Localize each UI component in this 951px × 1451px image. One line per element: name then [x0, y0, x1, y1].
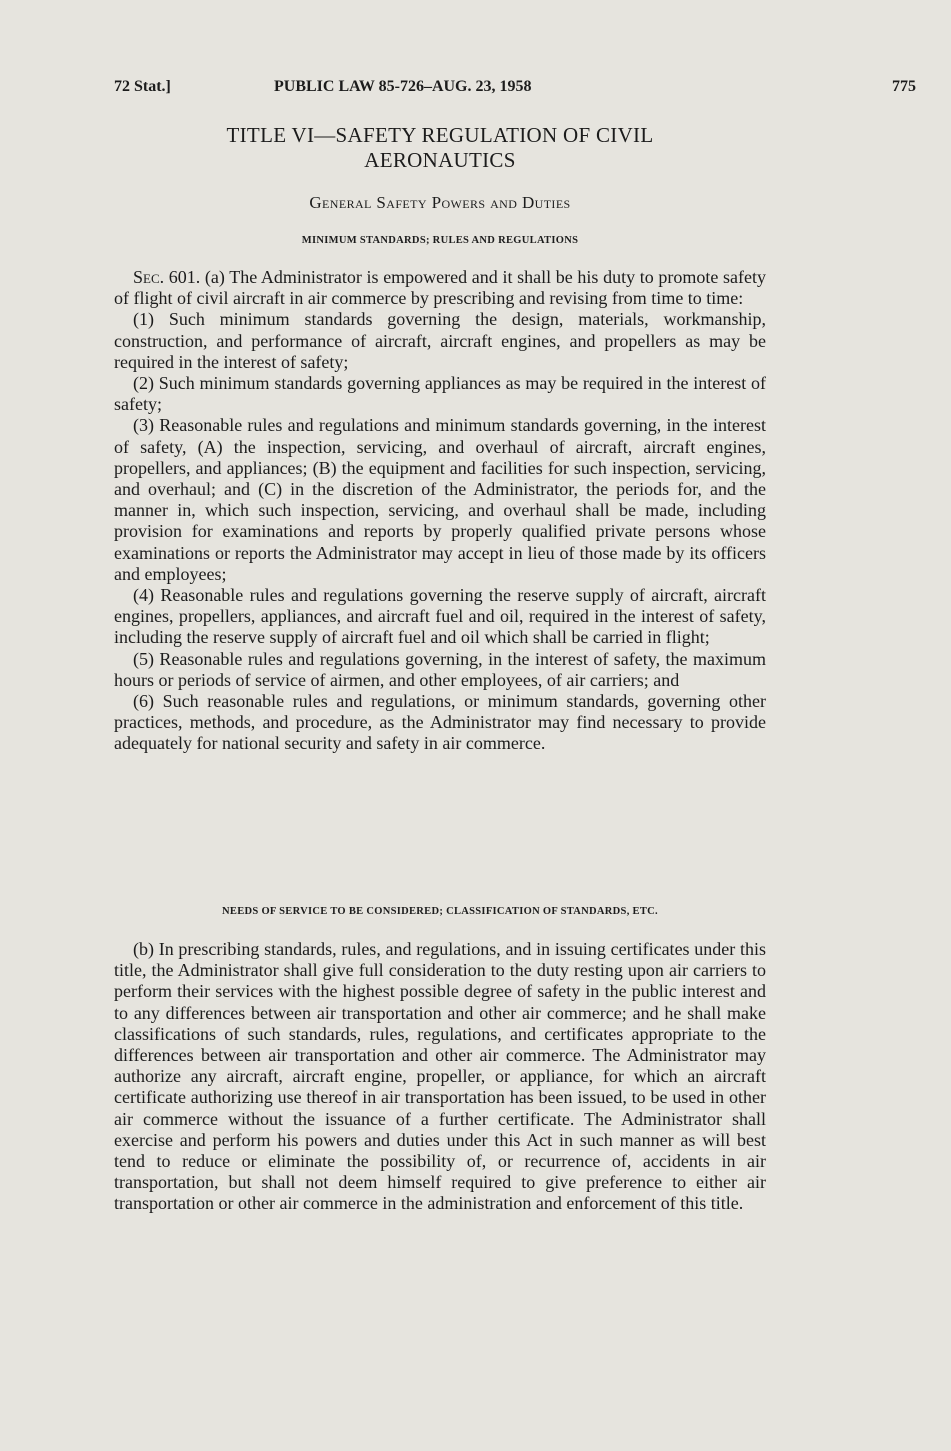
public-law-heading: PUBLIC LAW 85-726–AUG. 23, 1958 [274, 78, 532, 95]
title-line-1: TITLE VI—SAFETY REGULATION OF CIVIL [226, 123, 654, 147]
paragraph-intro [114, 267, 766, 309]
section-601a-body [114, 267, 766, 755]
paragraph-item-2: (2) Such minimum standards governing appliances as may be required in the interest of safety; [114, 373, 766, 415]
paragraph-item-4: (4) Reasonable rules and regulations governing the reserve supply of aircraft, aircraft engines, propellers, appliances, and aircraft fuel and oil, required in the interest of safety, including the reserve supply of aircraft fuel and oil which shall be carried in flight; [114, 585, 766, 648]
title-line-2: AERONAUTICS [364, 148, 516, 172]
section-heading: MINIMUM STANDARDS; RULES AND REGULATIONS [301, 235, 579, 246]
page-number: 775 [892, 78, 916, 95]
section-601b-body [114, 939, 766, 1215]
statute-citation: 72 Stat.] [114, 78, 171, 95]
paragraph-item-6: (6) Such reasonable rules and regulations, or minimum standards, governing other practices, methods, and procedure, as the Administrator may find necessary to provide adequately for national security and safety in air commerce. [114, 691, 766, 754]
part-subtitle: General Safety Powers and Duties [309, 193, 571, 212]
sec-label: Sec. [133, 267, 165, 287]
paragraph-b: (b) In prescribing standards, rules, and regulations, and in issuing certificates under this title, the Administrator shall give full consideration to the duty resting upon air carriers to perform their services with the highest possible degree of safety in the public interest and to any differences between air transportation and other air commerce; and he shall make classifications of such standards, rules, regulations, and certificates appropriate to the differences between air transportation and other air commerce. The Administrator may authorize any aircraft, aircraft engine, propeller, or appliance, for which an aircraft certificate authorizing use thereof in air transportation has been issued, to be used in other air commerce without the issuance of a further certificate. The Administrator shall exercise and perform his powers and duties under this Act in such manner as will best tend to reduce or eliminate the possibility of, or recurrence of, accidents in air transportation, but shall not deem himself required to give preference to either air transportation or other air commerce in the administration and enforcement of this title. [114, 939, 766, 1214]
paragraph-item-3: (3) Reasonable rules and regulations and minimum standards governing, in the interest of safety, (A) the inspection, servicing, and overhaul of aircraft, aircraft engines, propellers, and appliances; (B) the equipment and facilities for such inspection, servicing, and overhaul; and (C) in the discretion of the Administrator, the periods for, and the manner in, which such inspection, servicing, and overhaul shall be made, including provision for examinations and reports by properly qualified private persons whose examinations or reports the Administrator may accept in lieu of those made by its officers and employees; [114, 415, 766, 584]
section-heading: NEEDS OF SERVICE TO BE CONSIDERED; CLASSIFICATION OF STANDARDS, ETC. [222, 906, 658, 917]
paragraph-item-1: (1) Such minimum standards governing the design, materials, workmanship, construction, and performance of aircraft, aircraft engines, and propellers as may be required in the interest of safety; [114, 309, 766, 372]
running-head [114, 78, 916, 102]
paragraph-intro-text: 601. (a) The Administrator is empowered and it shall be his duty to promote safety of flight of civil aircraft in air commerce by prescribing and revising from time to time: [114, 267, 766, 309]
paragraph-item-5: (5) Reasonable rules and regulations governing, in the interest of safety, the maximum hours or periods of service of airmen, and other employees, of air carriers; and [114, 648, 766, 690]
